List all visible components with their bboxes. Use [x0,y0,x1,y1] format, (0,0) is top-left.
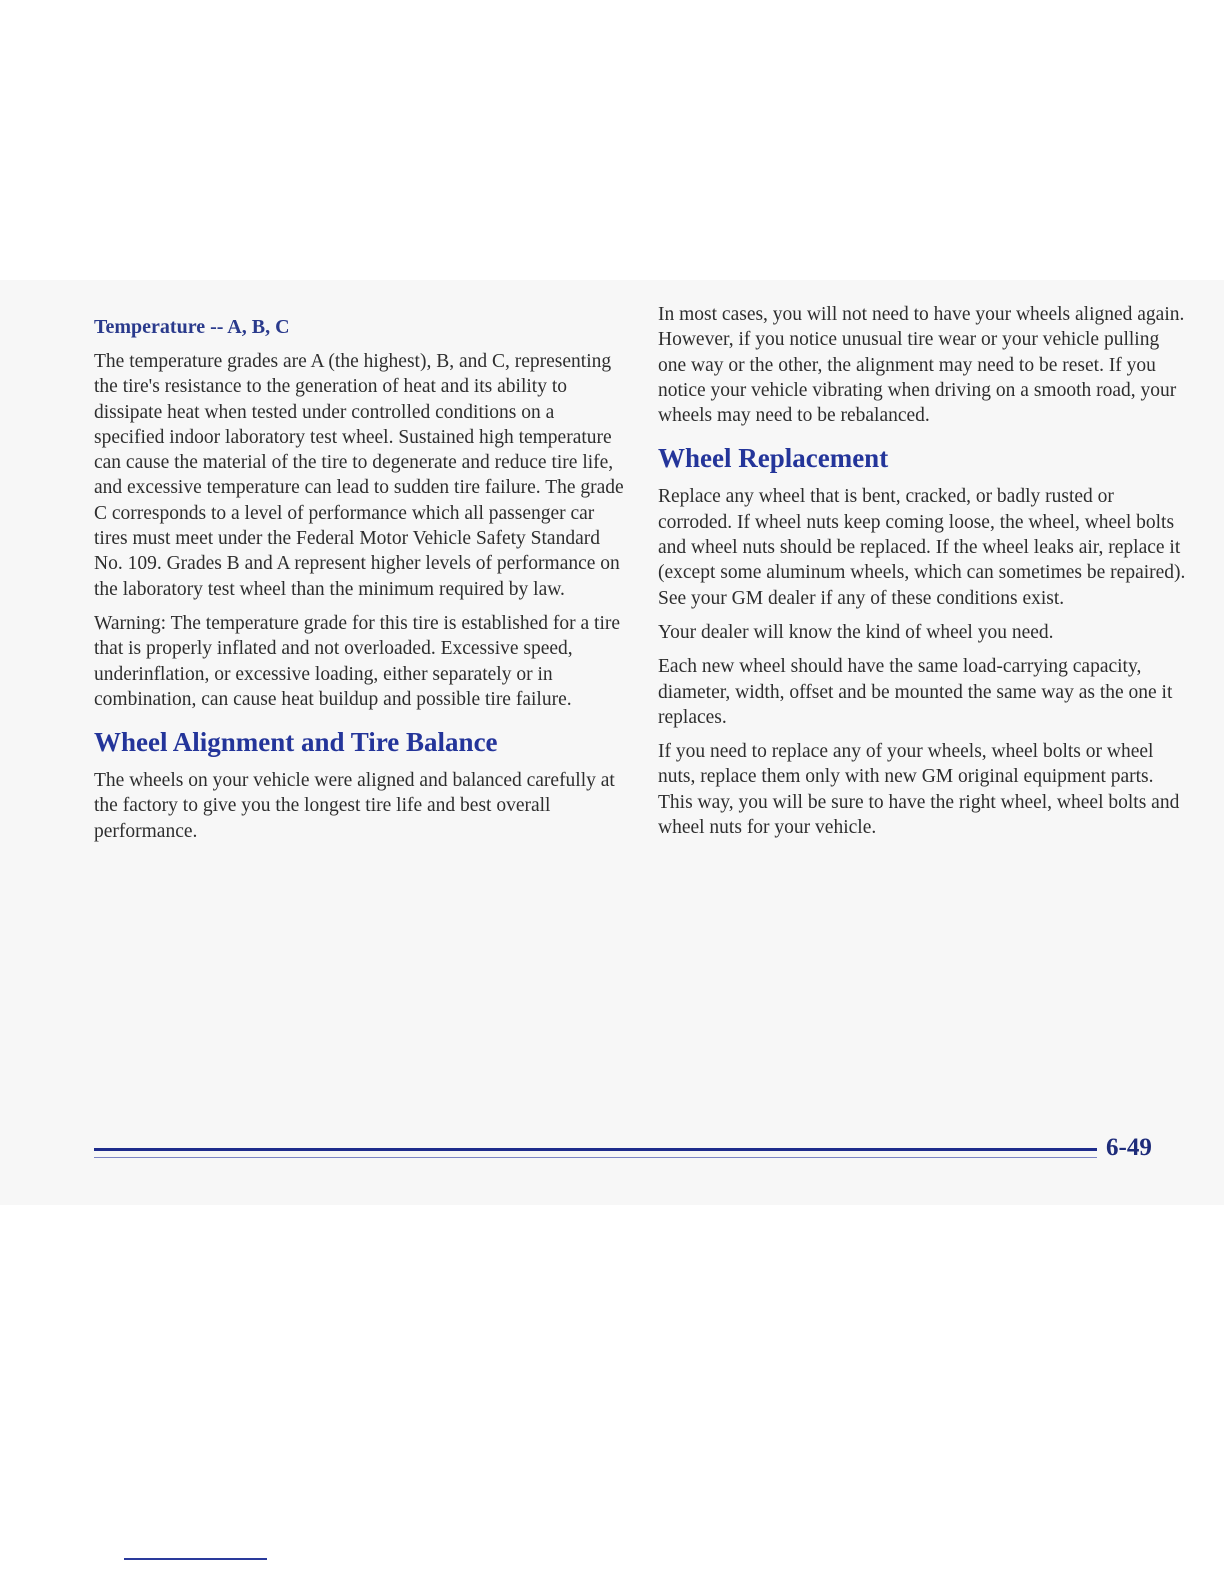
footer-rule [94,1148,1097,1162]
temperature-paragraph: The temperature grades are A (the highest), B, and C, representing the tire's resistance to the generation of heat and its ability to dissipate heat when tested under controlled conditions on a specified indoor laboratory test wheel. Sustained high temperature can cause the material of the tire to degenerate and reduce tire life, and excessive temperature can lead to sudden tire failure. The grade C corresponds to a level of performance which all passenger car tires must meet under the Federal Motor Vehicle Safety Standard No. 109. Grades B and A represent higher levels of performance on the laboratory test wheel than the minimum required by law. [94,351,624,600]
bottom-mark-line [124,1558,267,1560]
wheel-alignment-heading: Wheel Alignment and Tire Balance [94,727,498,758]
gm-parts-paragraph: If you need to replace any of your wheels, wheel bolts or wheel nuts, replace them only with new GM original equipment parts. This way, you will be sure to have the right wheel, wheel bolts and wheel nuts for your vehicle. [658,741,1180,839]
right-column [658,302,1190,849]
replacement-paragraph: Replace any wheel that is bent, cracked, or badly rusted or corroded. If wheel nuts keep coming loose, the wheel, wheel bolts and wheel nuts should be replaced. If the wheel leaks air, replace it (except some aluminum wheels, which can sometimes be repaired). See your GM dealer if any of these conditions exist. [658,486,1186,609]
temperature-warning-paragraph: Warning: The temperature grade for this tire is established for a tire that is properly inflated and not overloaded. Excessive speed, underinflation, or excessive loading, either separately or in combination, can cause heat buildup and possible tire failure. [94,612,621,710]
footer-rule-thin [94,1157,1097,1158]
dealer-paragraph: Your dealer will know the kind of wheel you need. [658,621,1054,643]
temperature-heading: Temperature -- A, B, C [94,316,290,338]
left-column [94,302,624,853]
page-number: 6-49 [1106,1134,1152,1161]
alignment-continued-paragraph: In most cases, you will not need to have your wheels aligned again. However, if you notice unusual tire wear or your vehicle pulling one way or the other, the alignment may need to be reset. If you notice your vehicle vibrating when driving on a smooth road, your wheels may need to be rebalanced. [658,304,1185,427]
new-wheel-paragraph: Each new wheel should have the same load-carrying capacity, diameter, width, offset and be mounted the same way as the one it replaces. [658,656,1173,728]
wheel-replacement-heading: Wheel Replacement [658,443,889,474]
alignment-paragraph: The wheels on your vehicle were aligned and balanced carefully at the factory to give you the longest tire life and best overall performance. [94,770,615,842]
footer-rule-thick [94,1148,1097,1151]
